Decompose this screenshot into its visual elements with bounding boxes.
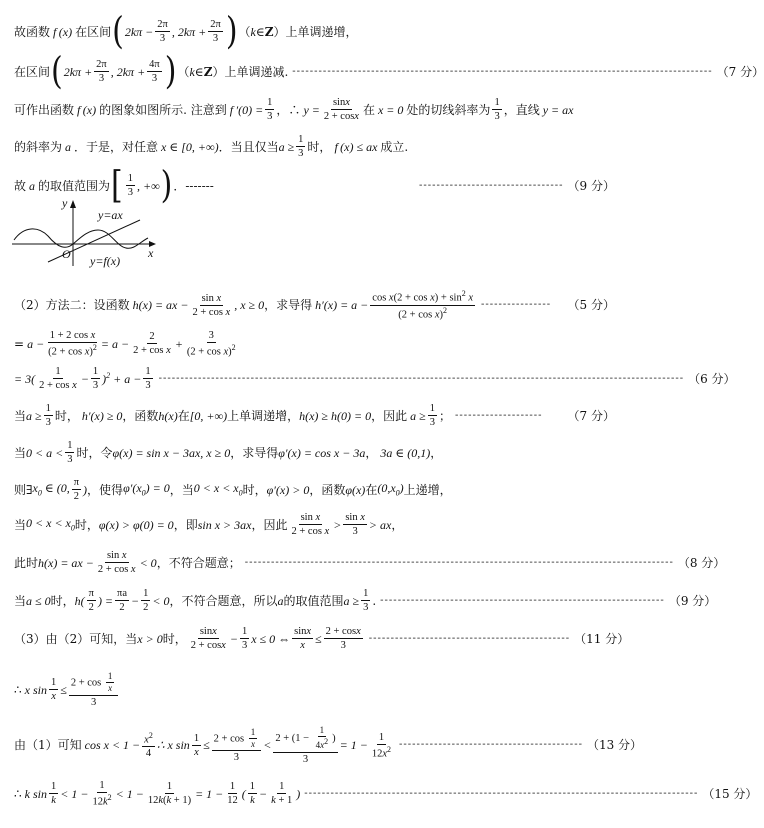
frac: $\frac{1}{3}$ bbox=[45, 403, 51, 429]
math: , x ≥ 0 bbox=[234, 298, 265, 313]
math: ≤ bbox=[315, 631, 322, 646]
text: ，因此 bbox=[251, 517, 288, 532]
text: ，不符合题意，所以 bbox=[169, 593, 278, 608]
text: 可作出函数 bbox=[14, 102, 75, 117]
math: , 2kπ + bbox=[110, 64, 146, 79]
math-k: k bbox=[250, 24, 256, 39]
score: （9 分） bbox=[668, 593, 717, 608]
frac: $\frac{1}{3}$ bbox=[145, 366, 151, 392]
line-9 bbox=[14, 403, 615, 428]
dash-leader: ------------------------------------------------------------------------------------------------------------------------ bbox=[158, 372, 685, 384]
frac: $\frac{\text{sin x}}{3}$ bbox=[345, 512, 365, 538]
math: 0 < a < bbox=[26, 445, 64, 460]
text: 成立. bbox=[380, 139, 409, 154]
math: φ(x) > φ(0) = 0 bbox=[98, 517, 174, 532]
frac: $\frac{1}{12x^2}$ bbox=[371, 731, 392, 760]
text: 当 bbox=[14, 408, 27, 423]
math: )$^2$ + a − bbox=[102, 371, 142, 387]
text: ，函数 bbox=[309, 482, 346, 497]
text: 由（1）可知 bbox=[14, 738, 82, 753]
line-10 bbox=[14, 440, 615, 465]
math: k sin bbox=[21, 786, 47, 801]
graph-label-y: y bbox=[62, 196, 68, 210]
line-2 bbox=[14, 49, 764, 94]
text: 在区间 bbox=[75, 24, 112, 39]
math-interval-b: , 2kπ + bbox=[171, 24, 207, 39]
math: h(x) ≥ h(0) = 0 bbox=[299, 408, 372, 423]
frac: $\frac{1}{k}$ bbox=[50, 781, 57, 807]
frac-2pi-3: $\frac{2\pi}{3}$ bbox=[157, 18, 168, 44]
paren: ( bbox=[51, 49, 63, 94]
math: a bbox=[62, 139, 75, 154]
frac: $\frac{3}{(2 + \cos x)^2}$ bbox=[186, 330, 236, 358]
math: a ≥ bbox=[343, 593, 360, 608]
frac: $\frac{\text{1 + 2 cos x}}{(2 + \cos x)^2}$ bbox=[48, 330, 97, 358]
math-f-x: f (x) bbox=[50, 24, 76, 39]
math: y = bbox=[300, 102, 320, 117]
text: 在区间 bbox=[14, 64, 51, 79]
frac: $\frac{2\pi}{3}$ bbox=[96, 58, 107, 84]
frac: $\frac{1}{3}$ bbox=[127, 172, 133, 198]
score: （9 分） bbox=[567, 178, 615, 193]
math: h( bbox=[74, 593, 85, 608]
text: 当 bbox=[14, 593, 27, 608]
paren: ) bbox=[160, 163, 173, 208]
dash-leader: ---------------------------------------------- bbox=[368, 632, 571, 644]
frac: $\frac{1}{3}$ bbox=[92, 366, 99, 392]
text: 的取值范围为 bbox=[38, 178, 111, 193]
math: ≤ bbox=[203, 738, 210, 753]
math-Z: Z bbox=[203, 64, 213, 79]
frac: $\frac{1}{2}$ bbox=[143, 588, 149, 614]
math: + bbox=[174, 336, 183, 351]
line-5 bbox=[14, 163, 615, 208]
text: ．------- bbox=[173, 178, 214, 193]
frac: $\frac{1}{k + 1}$ bbox=[271, 781, 293, 807]
text: （2）方法二：设函数 bbox=[14, 298, 130, 313]
line-15 bbox=[14, 626, 630, 652]
math: − bbox=[131, 593, 140, 608]
line-4 bbox=[14, 134, 615, 159]
paren: ) bbox=[225, 9, 238, 54]
frac: $\frac{1}{\text{2 + cos x}}$ bbox=[39, 366, 77, 392]
text: 则∃ bbox=[14, 482, 33, 497]
text: 当 bbox=[14, 445, 27, 460]
line-18 bbox=[14, 780, 758, 808]
math: y = ax bbox=[539, 102, 574, 117]
frac: $\frac{\text{sin x}}{\text{2 + cos x}}$ bbox=[97, 550, 136, 576]
math: a ≤ 0 bbox=[26, 593, 51, 608]
math: a ≥ bbox=[278, 139, 295, 154]
math: h′(x) = a − bbox=[312, 298, 369, 313]
frac: $\frac{x^2}{4}$ bbox=[144, 730, 153, 760]
paren: ( bbox=[112, 9, 124, 54]
text: 故 bbox=[14, 178, 27, 193]
frac: $\frac{1}{x}$ bbox=[193, 732, 200, 758]
math: , +∞ bbox=[137, 178, 160, 193]
frac: 2 + (1 − $\frac{1}{4x^2}$ ) 3 bbox=[275, 725, 336, 765]
math: < 0 bbox=[152, 593, 170, 608]
text: ）上单调递减. bbox=[212, 64, 289, 79]
text: ∈ bbox=[194, 64, 204, 79]
math: cos x < 1 − bbox=[81, 738, 141, 753]
math-k: k bbox=[189, 64, 195, 79]
math: a ≥ bbox=[407, 408, 426, 423]
line-8 bbox=[14, 366, 736, 392]
line-7 bbox=[14, 330, 615, 358]
dash-leader: -------------------------------------------------------------------------------------------------- bbox=[244, 556, 674, 568]
bracket: [ bbox=[111, 163, 123, 208]
dash-leader: ------------------------------------------ bbox=[399, 739, 583, 751]
paren: ) bbox=[164, 49, 177, 94]
line-3 bbox=[14, 97, 615, 122]
math: − bbox=[229, 631, 238, 646]
text: 故函数 bbox=[14, 24, 51, 39]
text: ， bbox=[391, 517, 404, 532]
frac: $\frac{1}{3}$ bbox=[298, 134, 304, 160]
score: （7 分） bbox=[716, 64, 764, 79]
text: ，求导得 bbox=[264, 298, 313, 313]
text: ．于是，对任意 bbox=[74, 139, 159, 154]
math: a ≥ bbox=[26, 408, 42, 423]
text: 上递增， bbox=[403, 482, 452, 497]
math: < 0 bbox=[139, 555, 157, 570]
text: 在 bbox=[177, 408, 190, 423]
text: ， bbox=[365, 445, 378, 460]
text: 时， bbox=[54, 408, 79, 423]
line-12 bbox=[14, 512, 615, 537]
frac: $\frac{1}{3}$ bbox=[494, 97, 500, 123]
frac: $\frac{\cos x(2 + \cos x) + \sin^2 x}{(2 + \cos x)^2}$ bbox=[372, 289, 474, 321]
text: 上单调递增， bbox=[227, 408, 300, 423]
math: ) bbox=[83, 482, 88, 497]
text: ； bbox=[438, 408, 451, 423]
text: 的斜率为 bbox=[14, 139, 63, 154]
math: [0, +∞) bbox=[189, 408, 228, 423]
frac: $\frac{1}{12k(k + 1)}$ bbox=[147, 781, 192, 807]
text: ，不符合题意； bbox=[156, 555, 241, 570]
text: 的取值范围 bbox=[283, 593, 344, 608]
frac: $\frac{1}{k}$ bbox=[249, 781, 256, 807]
dash-leader: --------------------------------- bbox=[419, 179, 564, 191]
math: h(x) = ax − bbox=[38, 555, 94, 570]
score: （13 分） bbox=[586, 738, 643, 753]
text: ，∴ bbox=[276, 102, 301, 117]
frac: $\frac{\pi}{2}$ bbox=[88, 588, 94, 614]
math: h(x) bbox=[158, 408, 178, 423]
frac: $\frac{2}{\text{2 + cos x}}$ bbox=[133, 331, 171, 357]
text: ，直线 bbox=[503, 102, 540, 117]
graph-label-x: x bbox=[148, 246, 154, 260]
text: 时， bbox=[162, 631, 187, 646]
text: 此时 bbox=[14, 555, 39, 570]
math: φ(x) = sin x − 3ax, x ≥ 0 bbox=[112, 445, 231, 460]
y-axis-arrow bbox=[70, 200, 76, 208]
math: < bbox=[263, 738, 272, 753]
score: （5 分） bbox=[567, 298, 615, 313]
score: （11 分） bbox=[574, 631, 630, 646]
line-17 bbox=[14, 725, 643, 765]
math: > ax bbox=[368, 517, 392, 532]
text: （ bbox=[177, 64, 190, 79]
text: . bbox=[372, 593, 377, 608]
math-Z: Z bbox=[264, 24, 274, 39]
text: ， bbox=[430, 445, 443, 460]
text: 时， bbox=[307, 139, 332, 154]
score: （7 分） bbox=[567, 408, 615, 423]
math: $x_0$ ∈ (0, bbox=[32, 480, 70, 498]
score: （8 分） bbox=[677, 555, 726, 570]
graph-label-fx: y=f(x) bbox=[90, 254, 121, 268]
text: ，当 bbox=[169, 482, 194, 497]
score: （15 分） bbox=[702, 786, 758, 801]
math: f (x) ≤ ax bbox=[331, 139, 381, 154]
frac: 2 + cos $\frac{1}{x}$ 3 bbox=[69, 672, 119, 708]
graph-svg bbox=[10, 198, 160, 268]
text: ，使得 bbox=[87, 482, 124, 497]
math: ) = bbox=[97, 593, 114, 608]
math: f ′(0) = bbox=[226, 102, 264, 117]
math: x = 0 bbox=[374, 102, 407, 117]
math: = 1 − bbox=[195, 786, 224, 801]
text: ∴ bbox=[14, 786, 22, 801]
math: = a − bbox=[100, 336, 130, 351]
math: ∴ x sin bbox=[156, 738, 190, 753]
math: 2kπ + bbox=[63, 64, 93, 79]
math: x > 0 bbox=[137, 631, 163, 646]
frac: $\frac{1}{12k^2}$ bbox=[92, 780, 112, 808]
frac: $\frac{1}{3}$ bbox=[241, 626, 248, 652]
dash-leader: ------------------------------------------------------------------------------------------------ bbox=[292, 65, 713, 77]
graph-label-ax: y=ax bbox=[98, 208, 123, 222]
text: 在 bbox=[362, 102, 375, 117]
math: a bbox=[277, 593, 284, 608]
math: h′(x) ≥ 0 bbox=[78, 408, 123, 423]
math: $\varphi'(x_0) = 0$ bbox=[123, 480, 170, 498]
frac: $\frac{\text{sin x}}{\text{2 + cos x}}$ bbox=[192, 292, 231, 318]
text: ，求导得 bbox=[230, 445, 279, 460]
frac-2pi-3b: $\frac{2\pi}{3}$ bbox=[210, 18, 221, 44]
math: < 1 − bbox=[60, 786, 89, 801]
math: f (x) bbox=[74, 102, 100, 117]
line-14 bbox=[14, 588, 717, 614]
frac: $\frac{4\pi}{3}$ bbox=[149, 58, 160, 84]
frac: $\frac{\sin x}{2 + \cos x}$ bbox=[323, 97, 359, 123]
text: ，函数 bbox=[122, 408, 159, 423]
line-1 bbox=[14, 9, 615, 54]
frac: $\frac{1}{3}$ bbox=[67, 440, 73, 466]
frac: $\frac{\text{sin x}}{\text{2 + cos x}}$ bbox=[291, 512, 330, 538]
text: ，即 bbox=[173, 517, 198, 532]
math: h(x) = ax − bbox=[129, 298, 189, 313]
frac: $\frac{\pi a}{2}$ bbox=[117, 588, 127, 614]
graph-label-o: O bbox=[62, 247, 71, 261]
math: sin x > 3ax bbox=[197, 517, 252, 532]
math: $(0,x_0)$ bbox=[377, 480, 404, 498]
text: 时， bbox=[242, 482, 267, 497]
function-graph bbox=[10, 198, 160, 268]
line-6 bbox=[14, 290, 615, 320]
frac: $\frac{\sin x}{x}$ bbox=[294, 626, 312, 652]
text: 在 bbox=[365, 482, 378, 497]
math: − bbox=[80, 371, 89, 386]
frac: $\frac{1}{12}$ bbox=[227, 781, 238, 807]
math: $0 < x < x_0$ bbox=[193, 480, 243, 498]
math: ( bbox=[241, 786, 246, 801]
frac: $\frac{\pi}{2}$ bbox=[73, 477, 80, 503]
math: x ∈ [0, +∞) bbox=[158, 139, 219, 154]
text: = bbox=[14, 336, 25, 351]
frac: $\frac{\sin x}{2 + \cos x}$ bbox=[190, 626, 226, 652]
math: x sin bbox=[21, 682, 47, 697]
text: （3）由（2）可知，当 bbox=[14, 631, 138, 646]
math: φ′(x) > 0 bbox=[266, 482, 310, 497]
math: = 1 − bbox=[339, 738, 368, 753]
line-13 bbox=[14, 550, 726, 576]
math: φ(x) bbox=[345, 482, 366, 497]
frac: $\frac{1}{3}$ bbox=[267, 97, 273, 123]
text: ，因此 bbox=[371, 408, 408, 423]
text: ∴ bbox=[14, 682, 22, 697]
text: ．当且仅当 bbox=[218, 139, 279, 154]
text: 的图象如图所示. 注意到 bbox=[99, 102, 227, 117]
math: a bbox=[26, 178, 39, 193]
frac: 2 + cos $\frac{1}{x}$ 3 bbox=[212, 728, 262, 764]
text: 时， bbox=[50, 593, 75, 608]
math: a − bbox=[24, 336, 45, 351]
math: φ′(x) = cos x − 3a bbox=[278, 445, 366, 460]
math: $0 < x < x_0$ bbox=[26, 515, 75, 533]
curve-f-x bbox=[14, 229, 148, 248]
line-16 bbox=[14, 672, 615, 708]
text: 时， bbox=[74, 517, 99, 532]
math-interval: 2kπ − bbox=[124, 24, 154, 39]
line-11 bbox=[14, 477, 615, 502]
dash-leader: ------------------------------------------------------------------------------------------ bbox=[304, 787, 699, 799]
text: 时，令 bbox=[76, 445, 113, 460]
text: ）上单调递增， bbox=[273, 24, 358, 39]
frac: $\frac{1}{3}$ bbox=[363, 588, 369, 614]
math: ≤ bbox=[60, 682, 67, 697]
math: x ≤ 0 ⇔ bbox=[251, 631, 291, 646]
text: 当 bbox=[14, 517, 27, 532]
dash-leader: ---------------- bbox=[481, 299, 552, 311]
math: − bbox=[259, 786, 268, 801]
text: ∈ bbox=[255, 24, 265, 39]
math: < 1 − bbox=[115, 786, 144, 801]
math: = 3( bbox=[14, 371, 36, 386]
math: 3a ∈ (0,1) bbox=[377, 445, 431, 460]
math: ) bbox=[296, 786, 301, 801]
dash-leader: -------------------- bbox=[454, 409, 543, 421]
dash-leader: ----------------------------------------------------------------- bbox=[380, 594, 665, 606]
score: （6 分） bbox=[688, 371, 736, 386]
math: > bbox=[333, 517, 342, 532]
text: （ bbox=[238, 24, 251, 39]
frac: $\frac{2 + \cos x}{3}$ bbox=[325, 626, 361, 652]
text: 处的切线斜率为 bbox=[406, 102, 491, 117]
frac: $\frac{1}{3}$ bbox=[429, 403, 435, 429]
frac: $\frac{1}{x}$ bbox=[50, 677, 57, 703]
